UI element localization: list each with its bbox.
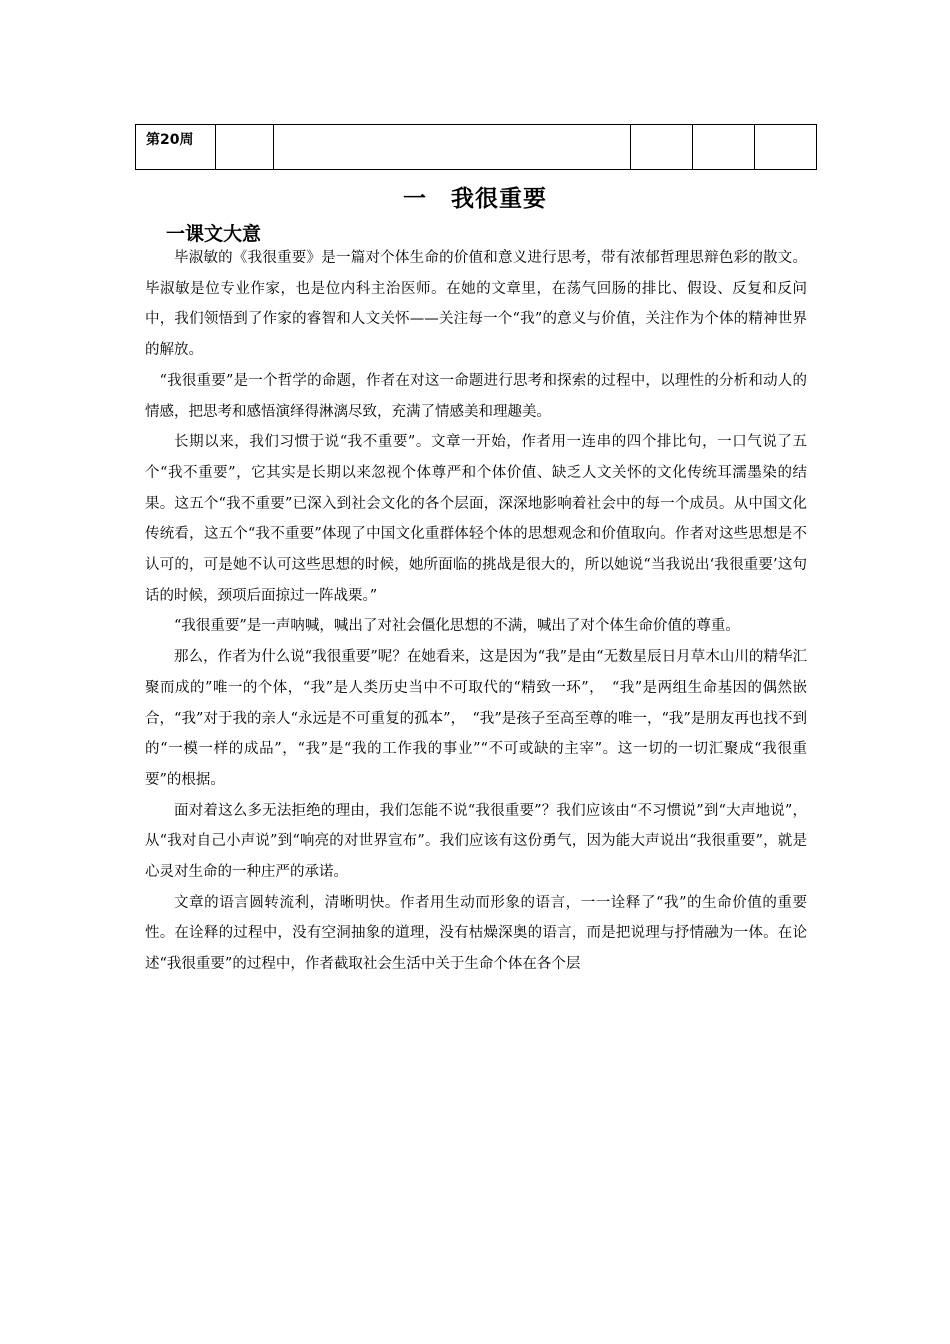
table-cell (274, 125, 631, 170)
paragraph: 长期以来，我们习惯于说“我不重要”。文章一开始，作者用一连串的四个排比句，一口气说了五个“我不重要”，它其实是长期以来忽视个体尊严和个体价值、缺乏人文关怀的文化传统耳濡墨染的结果。这五个“我不重要”已深入到社会文化的各个层面，深深地影响着社会中的每一个成员。从中国文化传统看，这五个“我不重要”体现了中国文化重群体轻个体的思想观念和价值取向。作者对这些思想是不认可的，可是她不认可这些思想的时候，她所面临的挑战是很大的，所以她说“当我说出‘我很重要’这句话的时候，颈项后面掠过一阵战栗。” (145, 434, 807, 604)
paragraph: 面对着这么多无法拒绝的理由，我们怎能不说“我很重要”？我们应该由“不习惯说”到“大声地说”，从“我对自己小声说”到“响亮的对世界宣布”。我们应该有这份勇气，因为能大声说出“我很重要”，就是心灵对生命的一种庄严的承诺。 (145, 802, 807, 881)
lesson-title: 一 我很重要 (403, 186, 547, 212)
article-body (145, 243, 807, 980)
paragraph: 文章的语言圆转流利，清晰明快。作者用生动而形象的语言，一一诠释了“我”的生命价值的重要性。在诠释的过程中，没有空洞抽象的道理，没有枯燥深奥的语言，而是把说理与抒情融为一体。在论述“我很重要”的过程中，作者截取社会生活中关于生命个体在各个层 (145, 894, 807, 973)
table-cell (216, 125, 274, 170)
paragraph: 毕淑敏的《我很重要》是一篇对个体生命的价值和意义进行思考，带有浓郁哲理思辩色彩的散文。毕淑敏是位专业作家，也是位内科主治医师。在她的文章里，在荡气回肠的排比、假设、反复和反问中，我们领悟到了作家的睿智和人文关怀——关注每一个“我”的意义与价值，关注作为个体的精神世界的解放。 (145, 250, 807, 359)
week-label-cell: 第20周 (136, 125, 216, 170)
section-heading: 一课文大意 (166, 223, 262, 245)
table-row (136, 125, 817, 170)
table-cell (755, 125, 817, 170)
table-cell (693, 125, 755, 170)
paragraph: “我很重要”是一个哲学的命题，作者在对这一命题进行思考和探索的过程中，以理性的分析和动人的情感，把思考和感悟演绎得淋漓尽致，充满了情感美和理趣美。 (145, 372, 807, 420)
week-schedule-table (135, 124, 817, 170)
paragraph: 那么，作者为什么说“我很重要”呢？在她看来，这是因为“我”是由“无数星辰日月草木山川的精华汇聚而成的”唯一的个体，“我”是人类历史当中不可取代的“精致一环”， “我”是两组生命基因的偶然嵌合，“我”对于我的亲人“永远是不可重复的孤本”， “我”是孩子至高至尊的唯一，“我”是朋友再也找不到的“一模一样的成品”，“我”是“我的工作我的事业”“不可或缺的主宰”。这一切的一切汇聚成“我很重要”的根据。 (145, 649, 807, 788)
table-cell (631, 125, 693, 170)
paragraph: “我很重要”是一声呐喊，喊出了对社会僵化思想的不满，喊出了对个体生命价值的尊重。 (174, 618, 740, 635)
